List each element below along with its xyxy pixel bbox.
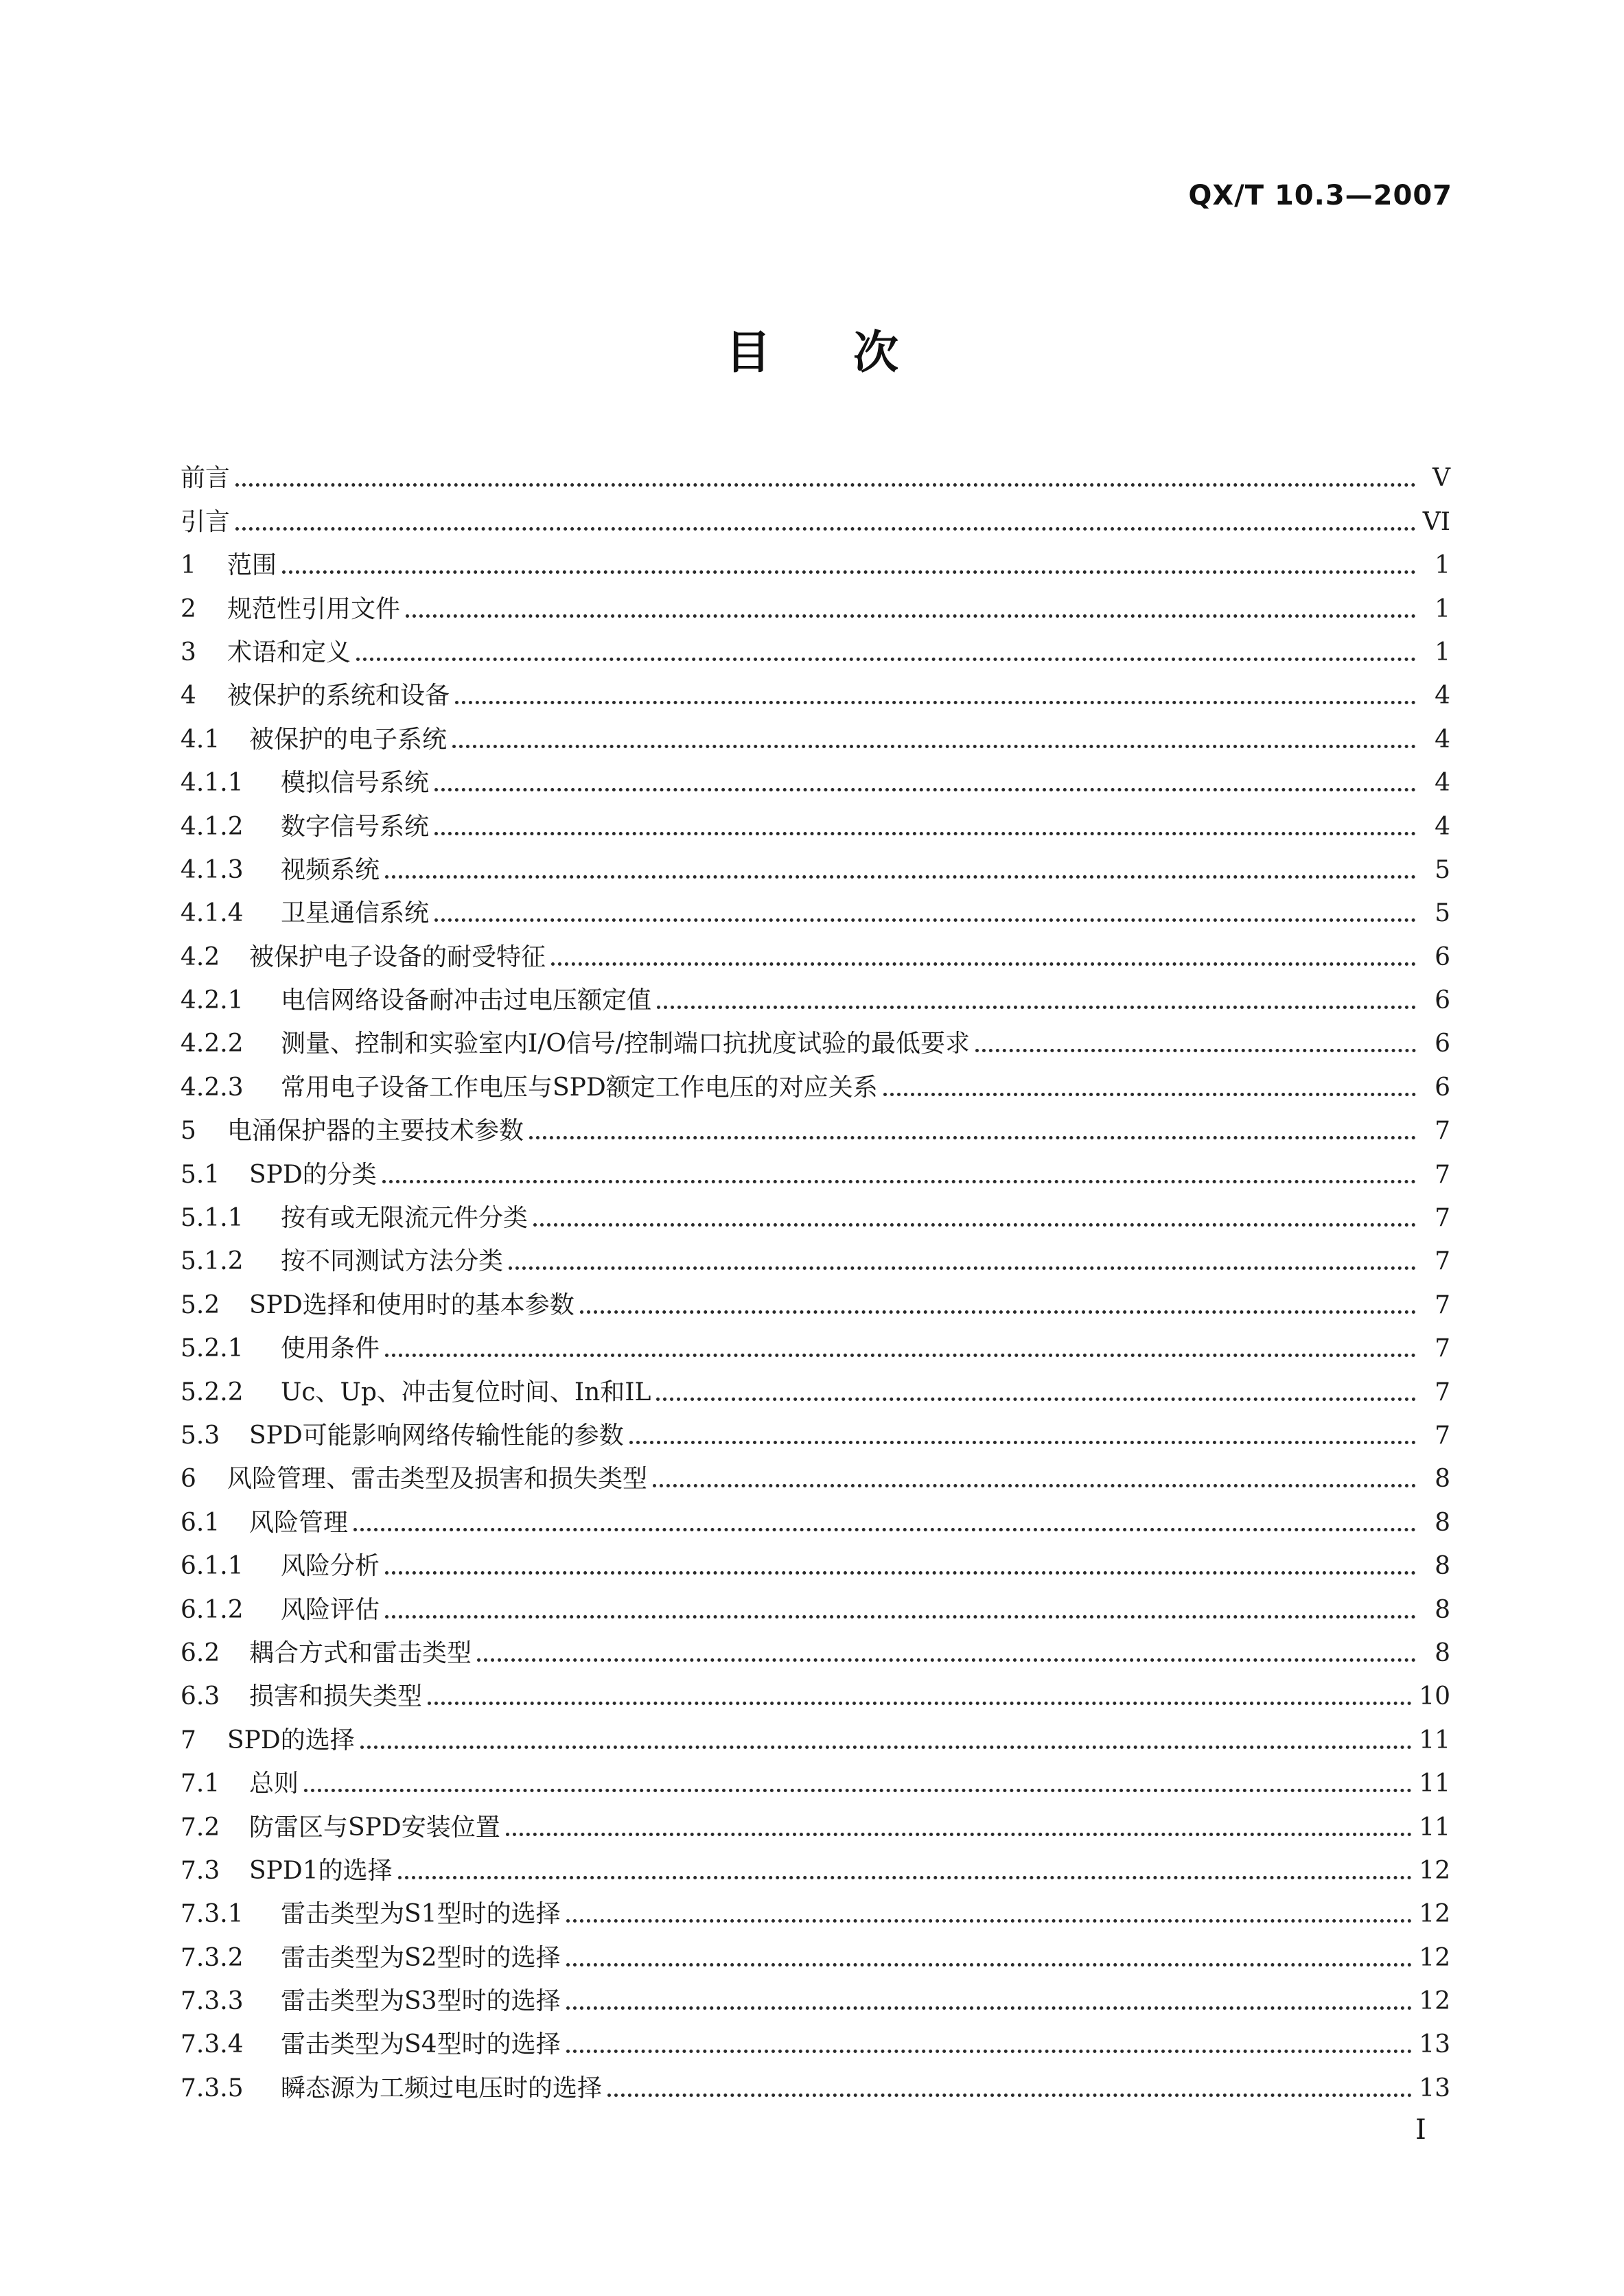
toc-entry-page: 8 [1435, 1552, 1450, 1581]
toc-entry[interactable] [181, 450, 1450, 494]
toc-entry[interactable] [181, 1669, 1450, 1712]
toc-entry-page: 4 [1435, 682, 1450, 710]
toc-entry-label: 术语和定义 [227, 638, 351, 666]
toc-entry-number: 5.2.2 [181, 1378, 244, 1406]
toc-entry[interactable] [181, 494, 1450, 537]
toc-entry-page: 8 [1435, 1465, 1450, 1494]
dot-leader [356, 658, 1416, 661]
dot-leader [434, 832, 1416, 835]
toc-entry-label: 电信网络设备耐冲击过电压额定值 [281, 986, 652, 1015]
toc-entry-label: 模拟信号系统 [281, 769, 430, 798]
toc-entry[interactable] [181, 885, 1450, 929]
dot-leader [551, 962, 1416, 966]
toc-entry-page: 6 [1435, 942, 1450, 971]
toc-entry-label: 视频系统 [281, 855, 380, 884]
toc-entry-page: 7 [1435, 1378, 1450, 1406]
toc-entry-number: 7.3.5 [181, 2074, 244, 2102]
dot-leader [653, 1484, 1416, 1487]
toc-entry-page: 12 [1419, 1987, 1450, 2016]
table-of-contents [181, 450, 1450, 2104]
dot-leader [883, 1093, 1416, 1096]
toc-entry-page: 1 [1435, 551, 1450, 580]
toc-entry-number: 6.2 [181, 1638, 220, 1667]
toc-entry-page: 5 [1435, 899, 1450, 928]
toc-entry-page: 8 [1435, 1595, 1450, 1624]
toc-entry-label: 防雷区与SPD安装位置 [249, 1813, 500, 1842]
toc-entry[interactable] [181, 973, 1450, 1016]
toc-entry-page: 6 [1435, 1073, 1450, 1102]
toc-entry[interactable] [181, 1712, 1450, 1755]
toc-entry-page: 12 [1419, 1856, 1450, 1885]
dot-leader [975, 1049, 1416, 1052]
toc-entry-number: 5.2 [181, 1290, 220, 1319]
toc-entry-number: 5.1 [181, 1160, 220, 1189]
dot-leader [304, 1789, 1412, 1792]
toc-entry-page: 7 [1435, 1334, 1450, 1363]
page-number: I [1415, 2114, 1426, 2146]
dot-leader [235, 527, 1416, 531]
toc-entry-number: 6.1.1 [181, 1552, 244, 1581]
page-title: 目次 [726, 326, 981, 379]
toc-entry-number: 6.1 [181, 1508, 220, 1537]
toc-entry-number: 7 [181, 1726, 196, 1754]
toc-entry-number: 4.2 [181, 942, 220, 971]
dot-leader [385, 1354, 1416, 1357]
toc-entry[interactable] [181, 1756, 1450, 1799]
toc-entry-page: 6 [1435, 1030, 1450, 1058]
toc-entry-page: 8 [1435, 1508, 1450, 1537]
toc-entry-page: 7 [1435, 1290, 1450, 1319]
toc-entry-label: 规范性引用文件 [227, 594, 401, 623]
toc-entry-number: 4.1.3 [181, 855, 244, 884]
toc-entry[interactable] [181, 1277, 1450, 1320]
toc-entry[interactable] [181, 842, 1450, 885]
dot-leader [385, 875, 1416, 879]
toc-entry-page: 7 [1435, 1117, 1450, 1146]
toc-entry-label: 被保护的电子系统 [249, 725, 448, 754]
toc-entry-label: 被保护的系统和设备 [227, 682, 450, 710]
dot-leader [580, 1310, 1416, 1314]
toc-entry-label: 耦合方式和雷击类型 [249, 1638, 472, 1667]
toc-entry-label: 雷击类型为S3型时的选择 [281, 1987, 561, 2016]
toc-entry-page: 7 [1435, 1421, 1450, 1450]
toc-entry-page: 12 [1419, 1943, 1450, 1972]
toc-entry-label: 雷击类型为S2型时的选择 [281, 1943, 561, 1972]
toc-entry[interactable] [181, 1886, 1450, 1929]
dot-leader [282, 570, 1416, 574]
toc-entry-label: 风险评估 [281, 1595, 380, 1624]
dot-leader [360, 1746, 1412, 1749]
toc-entry-page: 4 [1435, 812, 1450, 841]
toc-entry-number: 7.3.3 [181, 1987, 244, 2016]
toc-entry-number: 4.1 [181, 725, 220, 754]
toc-entry-label: 按不同测试方法分类 [281, 1247, 504, 1276]
toc-entry-label: 风险分析 [281, 1552, 380, 1581]
toc-entry-number: 4.1.1 [181, 769, 244, 798]
dot-leader [509, 1266, 1416, 1270]
toc-entry[interactable] [181, 1451, 1450, 1494]
toc-entry[interactable] [181, 1103, 1450, 1146]
dot-leader [506, 1833, 1412, 1836]
dot-leader [235, 483, 1416, 487]
toc-entry-label: 常用电子设备工作电压与SPD额定工作电压的对应关系 [281, 1073, 878, 1102]
dot-leader [566, 1919, 1413, 1923]
toc-entry-page: 8 [1435, 1638, 1450, 1667]
toc-entry-label: 风险管理 [249, 1508, 349, 1537]
toc-entry-label: SPD选择和使用时的基本参数 [249, 1290, 575, 1319]
toc-entry[interactable] [181, 1494, 1450, 1538]
toc-entry-number: 5.3 [181, 1421, 220, 1450]
toc-entry-page: 10 [1419, 1682, 1450, 1711]
toc-entry-label: 数字信号系统 [281, 812, 430, 841]
toc-entry-number: 4.2.1 [181, 986, 244, 1015]
toc-entry-number: 7.3.4 [181, 2030, 244, 2059]
toc-entry-label: 测量、控制和实验室内I/O信号/控制端口抗扰度试验的最低要求 [281, 1030, 970, 1058]
dot-leader [428, 1702, 1412, 1705]
toc-entry[interactable] [181, 1625, 1450, 1669]
toc-entry[interactable] [181, 581, 1450, 624]
toc-entry[interactable] [181, 1973, 1450, 2017]
toc-entry-page: VI [1422, 507, 1450, 536]
toc-entry-page: 4 [1435, 725, 1450, 754]
toc-entry[interactable] [181, 1364, 1450, 1407]
toc-entry-label: 被保护电子设备的耐受特征 [249, 942, 546, 971]
toc-entry-label: 瞬态源为工频过电压时的选择 [281, 2074, 603, 2102]
toc-entry-number: 7.2 [181, 1813, 220, 1842]
toc-entry[interactable] [181, 1929, 1450, 1973]
toc-entry[interactable] [181, 1843, 1450, 1886]
toc-entry-label: 范围 [227, 551, 277, 580]
toc-entry-label: 使用条件 [281, 1334, 380, 1363]
toc-entry-label: Uc、Up、冲击复位时间、In和IL [281, 1378, 651, 1406]
dot-leader [353, 1528, 1416, 1531]
dot-leader [406, 614, 1416, 618]
toc-entry-number: 4.2.3 [181, 1073, 244, 1102]
toc-entry-page: 13 [1419, 2030, 1450, 2059]
toc-entry[interactable] [181, 668, 1450, 711]
toc-entry-page: 4 [1435, 769, 1450, 798]
toc-entry-number: 4.1.4 [181, 899, 244, 928]
dot-leader [629, 1441, 1416, 1444]
dot-leader [385, 1615, 1416, 1619]
toc-entry-label: 雷击类型为S1型时的选择 [281, 1900, 561, 1929]
dot-leader [455, 701, 1416, 704]
toc-entry-label: 前言 [181, 464, 231, 493]
toc-entry-number: 7.1 [181, 1770, 220, 1798]
toc-entry-page: 6 [1435, 986, 1450, 1015]
toc-entry-page: V [1432, 464, 1450, 493]
toc-entry-number: 6 [181, 1465, 196, 1494]
toc-entry-label: SPD的分类 [249, 1160, 377, 1189]
toc-entry-number: 3 [181, 638, 196, 666]
toc-entry-label: 总则 [249, 1770, 299, 1798]
dot-leader [657, 1006, 1416, 1009]
toc-entry-label: 风险管理、雷击类型及损害和损失类型 [227, 1465, 648, 1494]
document-id: QX/T 10.3—2007 [1188, 180, 1452, 211]
toc-entry-page: 11 [1419, 1726, 1450, 1754]
toc-entry-number: 7.3.2 [181, 1943, 244, 1972]
toc-entry-page: 5 [1435, 855, 1450, 884]
toc-entry-number: 1 [181, 551, 196, 580]
toc-entry-page: 11 [1419, 1813, 1450, 1842]
toc-entry-number: 4 [181, 682, 196, 710]
toc-entry[interactable] [181, 929, 1450, 972]
toc-entry-label: 雷击类型为S4型时的选择 [281, 2030, 561, 2059]
dot-leader [566, 1963, 1413, 1967]
toc-entry[interactable] [181, 1581, 1450, 1625]
dot-leader [566, 2050, 1413, 2053]
toc-entry[interactable] [181, 798, 1450, 842]
toc-entry-label: 卫星通信系统 [281, 899, 430, 928]
dot-leader [382, 1180, 1416, 1183]
toc-entry-number: 5.2.1 [181, 1334, 244, 1363]
toc-entry-page: 13 [1419, 2074, 1450, 2102]
toc-entry[interactable] [181, 1190, 1450, 1233]
toc-entry-number: 5 [181, 1117, 196, 1146]
toc-entry-page: 12 [1419, 1900, 1450, 1929]
dot-leader [607, 2094, 1412, 2097]
toc-entry[interactable] [181, 537, 1450, 581]
toc-entry[interactable] [181, 1059, 1450, 1102]
toc-entry-page: 11 [1419, 1770, 1450, 1798]
toc-entry-number: 7.3.1 [181, 1900, 244, 1929]
toc-entry-page: 7 [1435, 1204, 1450, 1233]
toc-entry[interactable] [181, 1799, 1450, 1842]
toc-entry[interactable] [181, 2017, 1450, 2060]
toc-entry-label: 按有或无限流元件分类 [281, 1204, 529, 1233]
toc-entry-number: 6.1.2 [181, 1595, 244, 1624]
toc-entry[interactable] [181, 1233, 1450, 1277]
toc-entry-label: 损害和损失类型 [249, 1682, 423, 1711]
toc-entry-number: 4.2.2 [181, 1030, 244, 1058]
toc-entry-page: 7 [1435, 1160, 1450, 1189]
toc-entry[interactable] [181, 2060, 1450, 2103]
dot-leader [477, 1658, 1416, 1662]
dot-leader [385, 1571, 1416, 1575]
toc-entry-label: 电涌保护器的主要技术参数 [227, 1117, 524, 1146]
dot-leader [434, 788, 1416, 791]
toc-entry-number: 5.1.1 [181, 1204, 244, 1233]
dot-leader [529, 1136, 1416, 1139]
toc-entry-number: 5.1.2 [181, 1247, 244, 1276]
dot-leader [398, 1876, 1413, 1879]
toc-entry-number: 2 [181, 594, 196, 623]
dot-leader [566, 2006, 1413, 2010]
toc-entry[interactable] [181, 625, 1450, 668]
toc-entry[interactable] [181, 1016, 1450, 1059]
toc-entry-label: SPD1的选择 [249, 1856, 393, 1885]
toc-entry-page: 7 [1435, 1247, 1450, 1276]
toc-entry[interactable] [181, 1321, 1450, 1364]
toc-entry-number: 7.3 [181, 1856, 220, 1885]
toc-entry[interactable] [181, 1146, 1450, 1190]
toc-entry[interactable] [181, 711, 1450, 754]
toc-entry-page: 1 [1435, 638, 1450, 666]
toc-entry[interactable] [181, 1408, 1450, 1451]
toc-entry-label: 引言 [181, 507, 231, 536]
dot-leader [434, 918, 1416, 922]
dot-leader [656, 1398, 1416, 1401]
toc-entry-number: 4.1.2 [181, 812, 244, 841]
toc-entry-label: SPD可能影响网络传输性能的参数 [249, 1421, 624, 1450]
toc-entry[interactable] [181, 1538, 1450, 1581]
toc-entry-page: 1 [1435, 594, 1450, 623]
toc-entry-number: 6.3 [181, 1682, 220, 1711]
dot-leader [452, 745, 1416, 748]
toc-entry-label: SPD的选择 [227, 1726, 355, 1754]
toc-entry[interactable] [181, 755, 1450, 798]
dot-leader [533, 1223, 1416, 1227]
